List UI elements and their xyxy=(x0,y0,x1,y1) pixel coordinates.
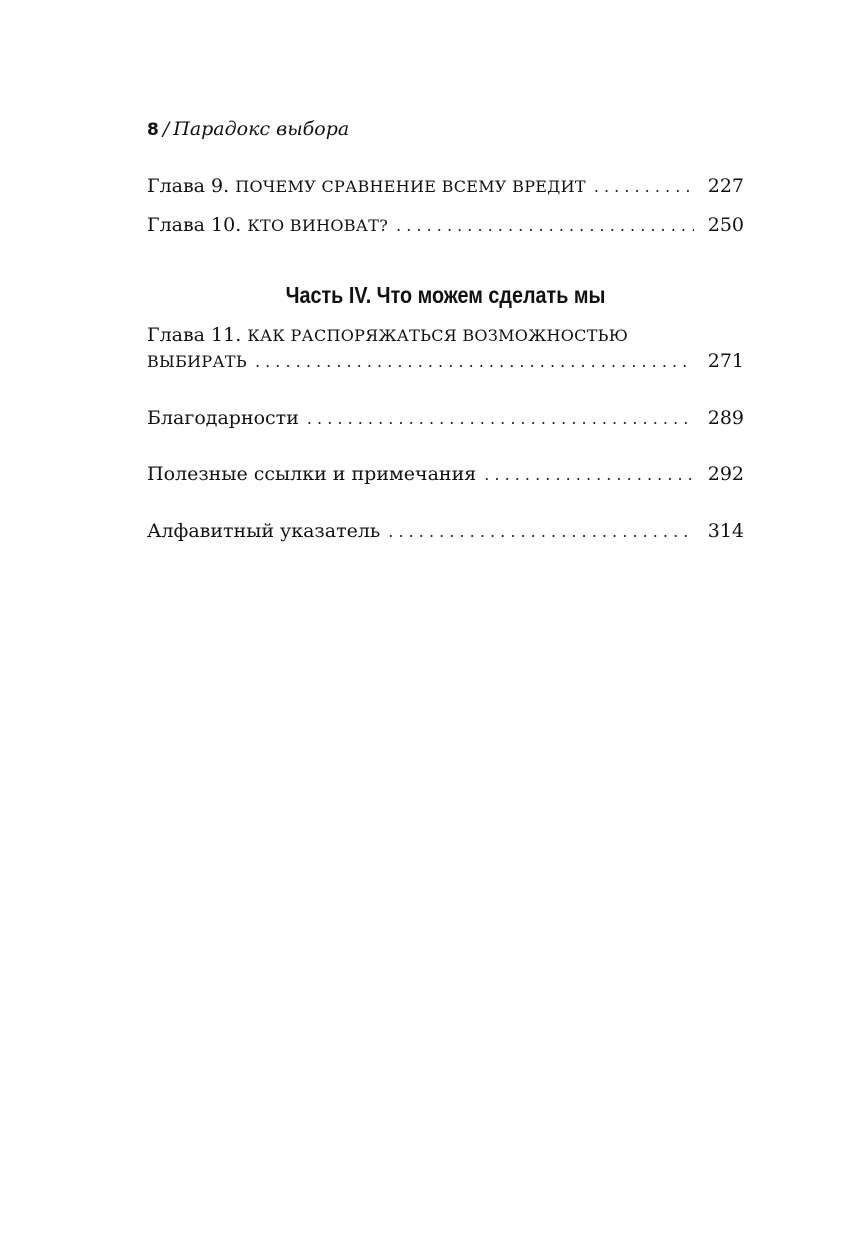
toc-entry-chapter-10 xyxy=(147,212,744,239)
toc-entry-chapter-9 xyxy=(147,173,744,200)
toc-entry-chapter-11-line1 xyxy=(147,322,628,349)
toc-entry-acknowledgements xyxy=(147,405,744,432)
toc-entry-index xyxy=(147,518,744,545)
part-heading: Часть IV. Что можем сделать мы xyxy=(285,282,606,308)
leader-dots xyxy=(396,213,694,239)
leader-dots xyxy=(484,462,694,488)
leader-dots xyxy=(255,349,694,375)
running-header xyxy=(147,118,349,140)
entry-title: Полезные ссылки и примечания xyxy=(147,463,477,485)
page-ref: 227 xyxy=(707,175,744,197)
entry-title: Благодарности xyxy=(147,407,299,429)
chapter-prefix: Глава 10. xyxy=(147,214,242,236)
chapter-title: КТО ВИНОВАТ? xyxy=(247,216,389,235)
chapter-title: КАК РАСПОРЯЖАТЬСЯ ВОЗМОЖНОСТЬЮ xyxy=(247,326,629,345)
page-ref: 314 xyxy=(707,520,744,542)
chapter-title-cont: ВЫБИРАТЬ xyxy=(147,352,247,371)
chapter-title: ПОЧЕМУ СРАВНЕНИЕ ВСЕМУ ВРЕДИТ xyxy=(235,177,586,196)
chapter-prefix: Глава 9. xyxy=(147,175,230,197)
leader-dots xyxy=(307,406,694,432)
leader-dots xyxy=(594,174,694,200)
page-ref: 250 xyxy=(707,214,744,236)
chapter-prefix: Глава 11. xyxy=(147,324,242,346)
page-ref: 292 xyxy=(707,463,744,485)
entry-title: Алфавитный указатель xyxy=(147,520,381,542)
page-ref: 271 xyxy=(707,350,744,372)
leader-dots xyxy=(388,519,693,545)
toc-entry-chapter-11-line2 xyxy=(147,348,744,375)
header-separator: / xyxy=(162,118,170,140)
toc-entry-notes xyxy=(147,461,744,488)
page-number: 8 xyxy=(147,120,159,140)
page-ref: 289 xyxy=(707,407,744,429)
book-title: Парадокс выбора xyxy=(173,118,350,140)
